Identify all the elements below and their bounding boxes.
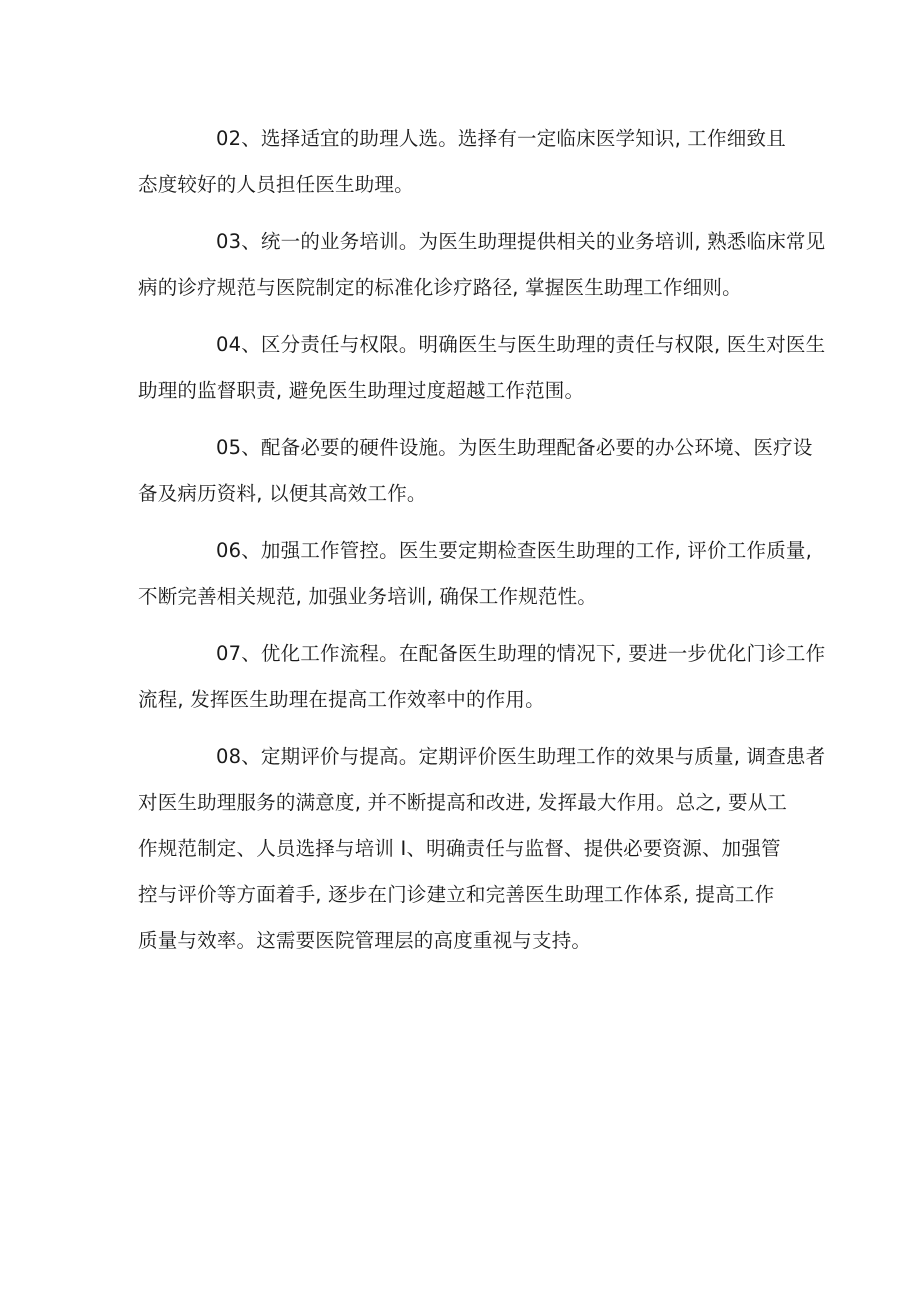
paragraph-line: 08、定期评价与提高。定期评价医生助理工作的效果与质量, 调查患者 (216, 745, 826, 768)
paragraph-02 (138, 116, 788, 208)
paragraph-05 (138, 425, 813, 517)
document-body (138, 116, 826, 975)
paragraph-07 (138, 631, 826, 723)
paragraph-line: 助理的监督职责, 避免医生助理过度超越工作范围。 (138, 379, 585, 402)
paragraph-line: 质量与效率。这需要医院管理层的高度重视与支持。 (138, 929, 592, 952)
paragraph-line: 流程, 发挥医生助理在提高工作效率中的作用。 (138, 688, 545, 711)
paragraph-08 (138, 734, 826, 964)
paragraph-06 (138, 528, 813, 620)
paragraph-line: 03、统一的业务培训。为医生助理提供相关的业务培训, 熟悉临床常见 (216, 230, 826, 253)
paragraph-03 (138, 219, 826, 311)
paragraph-line: 04、区分责任与权限。明确医生与医生助理的责任与权限, 医生对医生 (216, 333, 826, 356)
paragraph-line: 控与评价等方面着手, 逐步在门诊建立和完善医生助理工作体系, 提高工作 (138, 883, 775, 906)
paragraph-line: 07、优化工作流程。在配备医生助理的情况下, 要进一步优化门诊工作 (216, 642, 826, 665)
paragraph-line: 02、选择适宜的助理人选。选择有一定临床医学知识, 工作细致且 (216, 127, 786, 150)
paragraph-line: 对医生助理服务的满意度, 并不断提高和改进, 发挥最大作用。总之, 要从工 (138, 791, 788, 814)
paragraph-line: 06、加强工作管控。医生要定期检查医生助理的工作, 评价工作质量, (216, 539, 813, 562)
paragraph-line: 态度较好的人员担任医生助理。 (138, 173, 414, 196)
paragraph-line: 备及病历资料, 以便其高效工作。 (138, 482, 427, 505)
paragraph-line: 病的诊疗规范与医院制定的标准化诊疗路径, 掌握医生助理工作细则。 (138, 276, 742, 299)
paragraph-line: 不断完善相关规范, 加强业务培训, 确保工作规范性。 (138, 585, 597, 608)
paragraph-line: 05、配备必要的硬件设施。为医生助理配备必要的办公环境、医疗设 (216, 436, 813, 459)
paragraph-04 (138, 322, 826, 414)
paragraph-line: 作规范制定、人员选择与培训 I、明确责任与监督、提供必要资源、加强管 (138, 837, 781, 860)
